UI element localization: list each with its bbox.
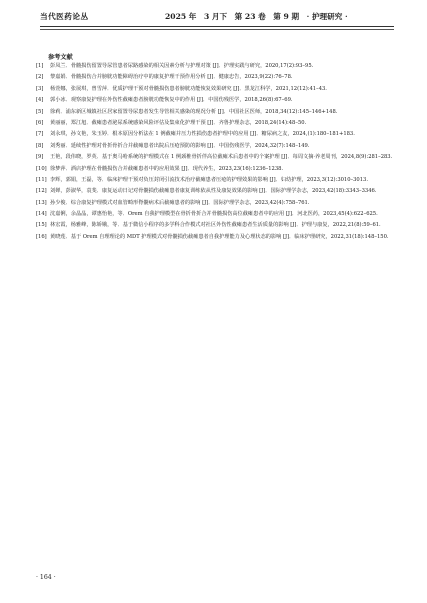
journal-name: 当代医药论丛 bbox=[40, 12, 89, 21]
reference-text: 刘秀丽．延续性护理对骨折骨折合并截瘫患者出院后压疮预防的影响 [J]．中国伤残医学，2024,32(7):148–149. bbox=[50, 142, 310, 149]
reference-number: [12] bbox=[36, 188, 47, 195]
reference-number: [4] bbox=[36, 97, 44, 104]
reference-item bbox=[36, 73, 394, 82]
reference-text: 林宏霞，杨雅峰，陈娇娥，等．基于微信小程序的多学科合作模式对社区外伤性截瘫患者生活质量的影响 [J]．护理与康复，2022,21(8):59–61. bbox=[50, 222, 381, 229]
reference-number: [9] bbox=[36, 154, 44, 161]
reference-text: 孙少俊．综合康复护理模式对血管畸形脊髓病术后截瘫患者的影响 [J]．国际护理学杂志，2023,42(4):758–761. bbox=[50, 199, 310, 206]
reference-number: [15] bbox=[36, 222, 47, 229]
reference-number: [14] bbox=[36, 211, 47, 218]
header-rule-thick bbox=[40, 26, 394, 27]
reference-item bbox=[36, 62, 394, 71]
page-number: · 164 · bbox=[36, 574, 56, 581]
reference-text: 郭小冰．观察康复护理在外伤性截瘫患者膀胱功能恢复中的作用 [J]．中国伤残医学，2018,26(8):67–69. bbox=[50, 97, 293, 104]
reference-number: [8] bbox=[36, 142, 44, 149]
reference-text: 徐梦萍．酒店护理在骨髓损伤合并截瘫患者中的应用效果 [J]．现代养生，2023,23(16):1236–1238. bbox=[50, 165, 284, 172]
reference-number: [2] bbox=[36, 74, 44, 81]
reference-item bbox=[36, 210, 394, 219]
reference-text: 李辉，郭娟，王磊，等．临床护理干预对负压封闭引流技术治疗截瘫患者压疮的护理效果的影响 [J]．妇幼护理，2023,3(12):3010–3013. bbox=[50, 176, 368, 183]
reference-number: [3] bbox=[36, 85, 44, 92]
reference-text: 杨萱娜，张展琪，曾雪萍．优质护理干预对骨髓损伤患者膀胱功能恢复效果研究 [J]．黑龙江科学，2021,12(12):41–43. bbox=[50, 85, 327, 92]
reference-text: 刘婵，彭淑华，袁斐．康复运动日记对骨髓损伤截瘫患者康复训练依从性及康复效果的影响 [J]．国际护理学杂志，2023,42(18):3343–3346. bbox=[50, 188, 377, 195]
header-rule-thin bbox=[40, 29, 394, 30]
issue-line: 2025 年 3 月下 第 23 卷 第 9 期 · 护理研究 · bbox=[165, 12, 348, 21]
reference-number: [6] bbox=[36, 119, 44, 126]
reference-text: 黎嘉娟．骨髓损伤合并膀胱功能障碍治疗中的康复护理干预作用分析 [J]．健康忠告，2023,9(22):76–78. bbox=[50, 74, 293, 81]
reference-text: 沈嘉俐，余晶晶，谭惠怡艳，等．Orem 自我护理模型在骨折骨折合并骨髓损伤高位截瘫患者中的应用 [J]．河北医药，2023,45(4):622–625. bbox=[50, 211, 378, 218]
reference-item bbox=[36, 108, 394, 117]
reference-number: [10] bbox=[36, 165, 47, 172]
reference-item bbox=[36, 130, 394, 139]
reference-text: 黄晓莲．基于 Orem 自理理论的 MDT 护理模式对骨髓损伤截瘫患者自我护理能力及心理状态的影响 [J]．临床护理研究，2022,31(18):148–150. bbox=[50, 233, 389, 240]
reference-number: [1] bbox=[36, 63, 44, 69]
reference-text: 彭凤兰．骨髓损伤留置导尿管患者尿路感染的相关因素分析与护理对策 [J]．护理实践与研究，2020,17(2):93–95. bbox=[50, 63, 314, 69]
reference-text: 徐莉．浦东新区城镇社区居家留置导尿患者发生导管相关感染的现况分析 [J]．中国社区医师，2018,34(12):145–146+148. bbox=[50, 108, 338, 115]
reference-item bbox=[36, 142, 394, 151]
reference-number: [16] bbox=[36, 233, 47, 240]
reference-number: [5] bbox=[36, 108, 44, 115]
running-header bbox=[40, 10, 394, 24]
reference-number: [7] bbox=[36, 131, 44, 138]
reference-item bbox=[36, 233, 394, 242]
reference-text: 黄丽丽，郑江旭．截瘫患者泌尿系统感染风险评估及集束化护理干预 [J]．齐鲁护理杂志，2018,24(14):48–50. bbox=[50, 119, 307, 126]
reference-number: [13] bbox=[36, 199, 47, 206]
reference-text: 王艳，段伟晓，罗英．基于奥马哈系统的护理模式在 1 例颈椎骨折伴高位截瘫术后患者中的个案护理 [J]．每周文摘·养老周刊，2024,8(9):281–283. bbox=[50, 154, 393, 161]
reference-number: [11] bbox=[36, 176, 47, 183]
reference-list bbox=[36, 62, 394, 244]
reference-item bbox=[36, 221, 394, 230]
reference-item bbox=[36, 96, 394, 105]
reference-item bbox=[36, 176, 394, 185]
reference-item bbox=[36, 165, 394, 174]
reference-item bbox=[36, 199, 394, 208]
reference-item bbox=[36, 187, 394, 196]
reference-item bbox=[36, 119, 394, 128]
reference-text: 刘永琪，孙文艳，朱玉婷．根本原因分析法在 1 例截瘫并压力性损伤患者护理中的应用 [J]．糖尿病之友，2024,(1):180–181+183. bbox=[50, 131, 355, 138]
reference-item bbox=[36, 85, 394, 94]
references-heading: 参考文献 bbox=[48, 54, 73, 61]
reference-item bbox=[36, 153, 394, 162]
